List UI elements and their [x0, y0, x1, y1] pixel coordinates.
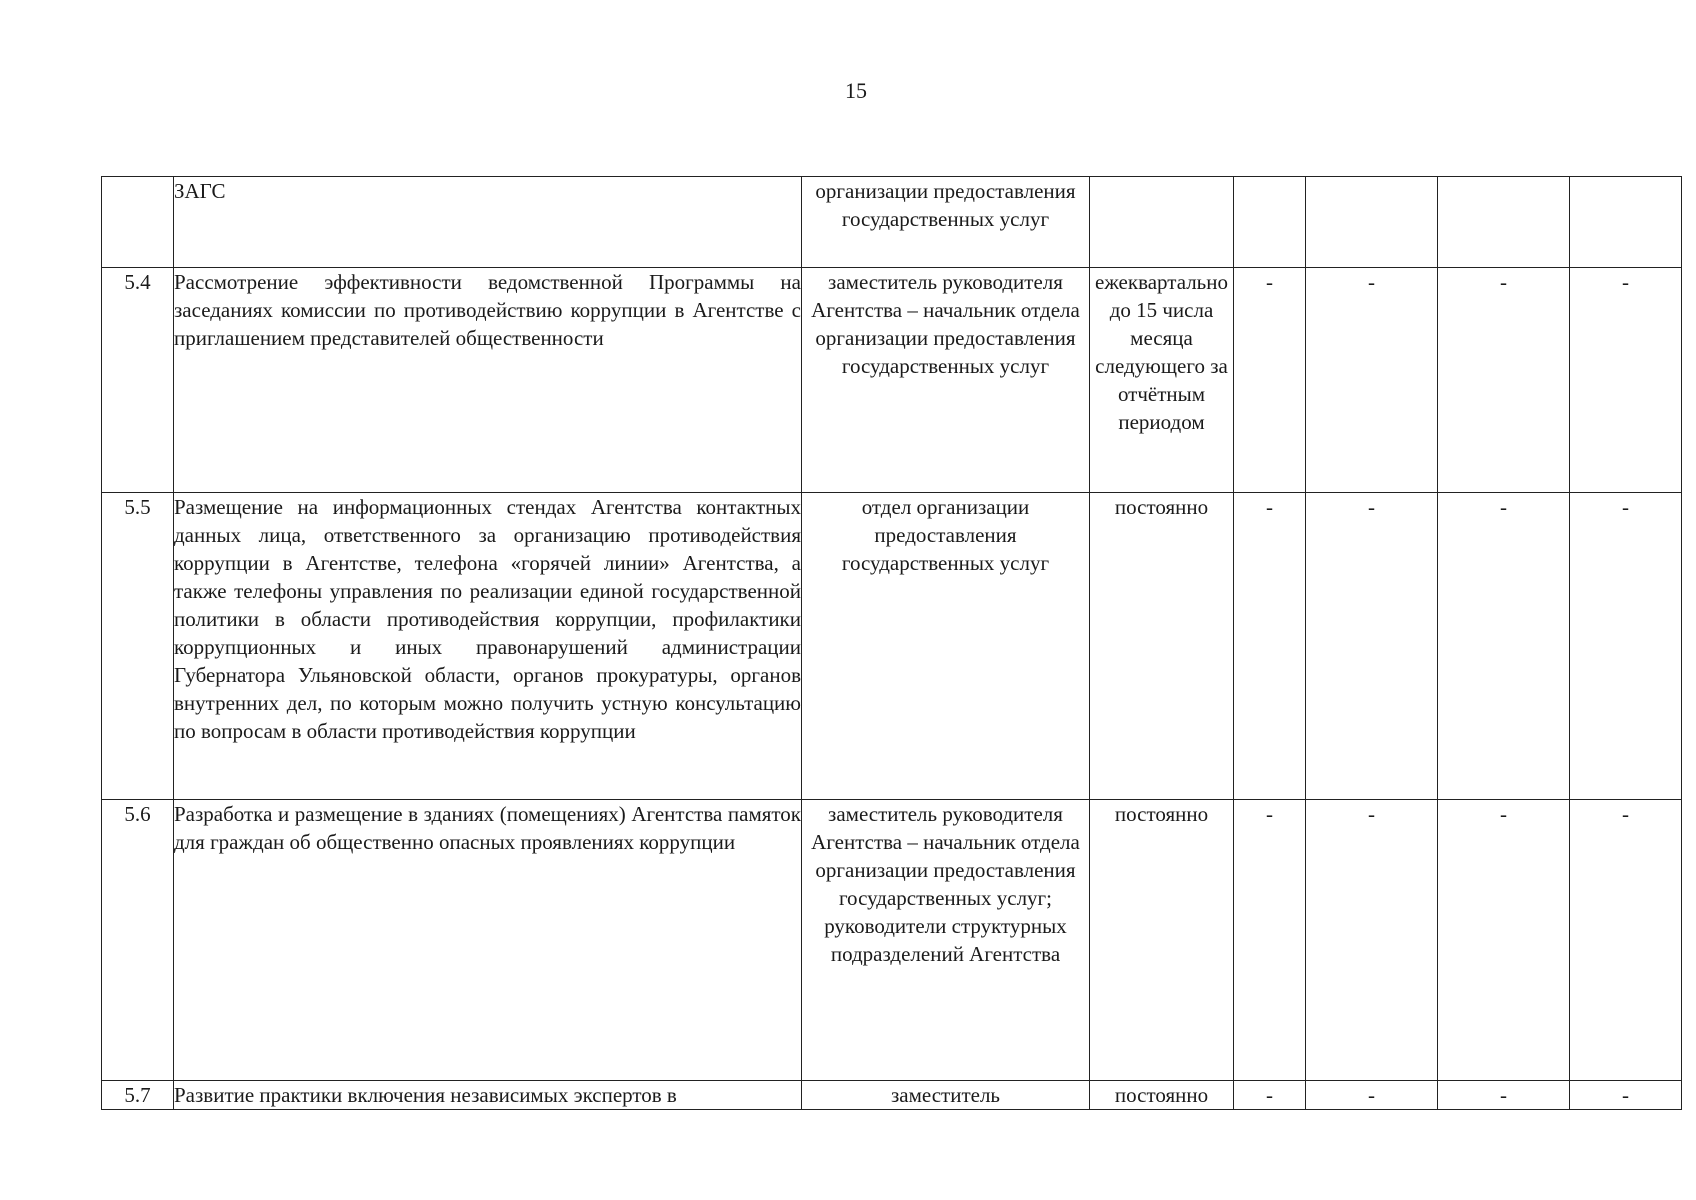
measure-description: Рассмотрение эффективности ведомственной Программы на заседаниях комиссии по противодействию коррупции в Агентстве с приглашением представителей общественности [174, 268, 802, 493]
row-number: 5.4 [102, 268, 174, 493]
row-number: 5.5 [102, 493, 174, 800]
funding-cell-4 [1570, 177, 1682, 268]
funding-cell-4: - [1570, 1081, 1682, 1110]
measure-description: Размещение на информационных стендах Агентства контактных данных лица, ответственного за организацию противодействия коррупции в Агентстве, телефона «горячей линии» Агентства, а также телефоны управления по реализации единой государственной политики в области противодействия коррупции, профилактики коррупционных и иных правонарушений администрации Губернатора Ульяновской области, органов прокуратуры, органов внутренних дел, по которым можно получить устную консультацию по вопросам в области противодействия коррупции [174, 493, 802, 800]
deadline: постоянно [1090, 800, 1234, 1081]
funding-cell-1: - [1234, 493, 1306, 800]
measure-description: Разработка и размещение в зданиях (помещениях) Агентства памяток для граждан об общественно опасных проявлениях коррупции [174, 800, 802, 1081]
funding-cell-3: - [1438, 268, 1570, 493]
funding-cell-1: - [1234, 1081, 1306, 1110]
funding-cell-1: - [1234, 800, 1306, 1081]
table-row [102, 1081, 1682, 1110]
row-number [102, 177, 174, 268]
measures-table [101, 176, 1682, 1110]
funding-cell-4: - [1570, 800, 1682, 1081]
funding-cell-4: - [1570, 493, 1682, 800]
funding-cell-2 [1306, 177, 1438, 268]
table-row [102, 177, 1682, 268]
funding-cell-1 [1234, 177, 1306, 268]
funding-cell-2: - [1306, 268, 1438, 493]
deadline: постоянно [1090, 493, 1234, 800]
row-number: 5.7 [102, 1081, 174, 1110]
deadline: ежеквартально до 15 числа месяца следующего за отчётным периодом [1090, 268, 1234, 493]
funding-cell-3: - [1438, 800, 1570, 1081]
responsible-party: организации предоставления государственных услуг [802, 177, 1090, 268]
page-number: 15 [845, 78, 867, 103]
row-number: 5.6 [102, 800, 174, 1081]
deadline [1090, 177, 1234, 268]
responsible-party: отдел организации предоставления государственных услуг [802, 493, 1090, 800]
funding-cell-3 [1438, 177, 1570, 268]
funding-cell-2: - [1306, 493, 1438, 800]
funding-cell-2: - [1306, 1081, 1438, 1110]
funding-cell-3: - [1438, 493, 1570, 800]
funding-cell-2: - [1306, 800, 1438, 1081]
table-row [102, 800, 1682, 1081]
funding-cell-3: - [1438, 1081, 1570, 1110]
responsible-party: заместитель [802, 1081, 1090, 1110]
deadline: постоянно [1090, 1081, 1234, 1110]
table-row [102, 493, 1682, 800]
table-row [102, 268, 1682, 493]
responsible-party: заместитель руководителя Агентства – начальник отдела организации предоставления государственных услуг [802, 268, 1090, 493]
funding-cell-1: - [1234, 268, 1306, 493]
responsible-party: заместитель руководителя Агентства – начальник отдела организации предоставления государственных услуг; руководители структурных подразделений Агентства [802, 800, 1090, 1081]
funding-cell-4: - [1570, 268, 1682, 493]
measure-description: ЗАГС [174, 177, 802, 268]
measure-description: Развитие практики включения независимых экспертов в [174, 1081, 802, 1110]
